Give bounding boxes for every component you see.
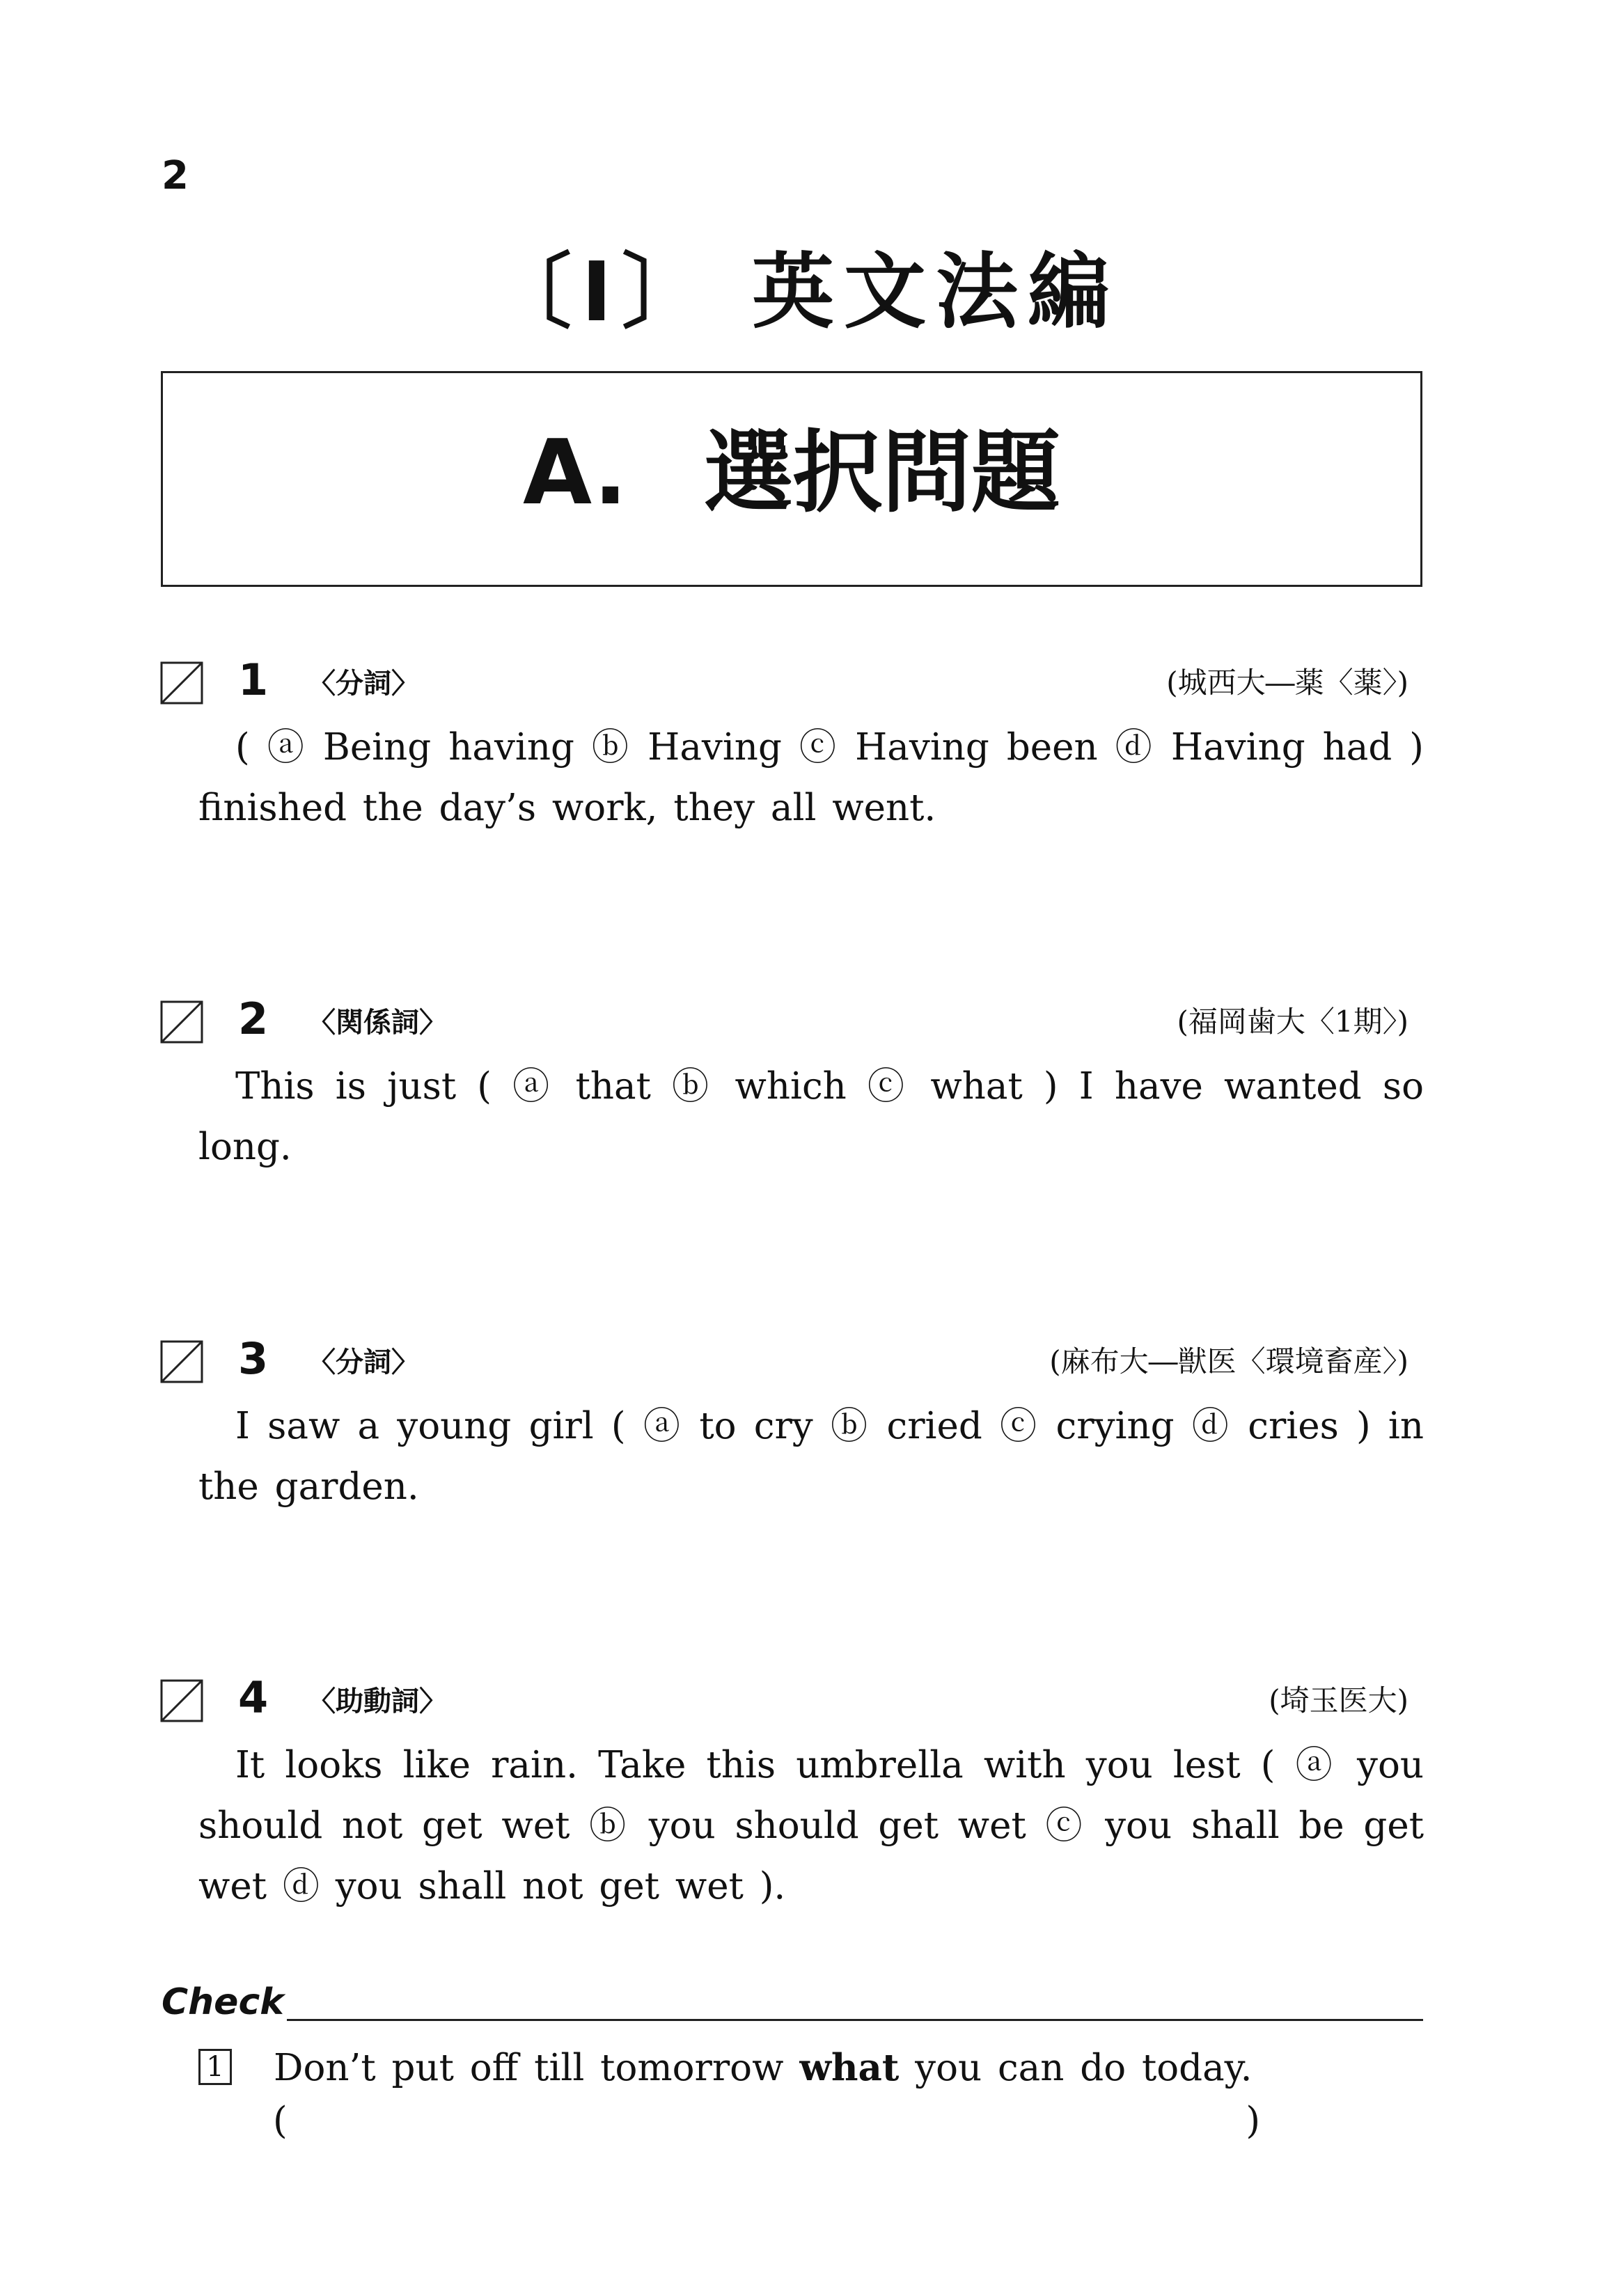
question-source: (麻布大―獣医〈環境畜産〉): [1049, 1344, 1408, 1378]
section-heading-box: [161, 371, 1422, 587]
question-number: 4: [238, 1672, 269, 1723]
question-source: (埼玉医大): [1269, 1683, 1408, 1717]
question-2: [160, 993, 1424, 1177]
question-header: [160, 654, 1424, 717]
question-text: I saw a young girl ( ⓐ to cry ⓑ cried ⓒ crying ⓓ cries ) in the garden.: [198, 1405, 1424, 1508]
check-box-icon[interactable]: [160, 1679, 203, 1722]
question-header: [160, 1333, 1424, 1396]
question-source: (城西大―薬〈薬〉): [1166, 666, 1408, 700]
check-box-icon[interactable]: [160, 661, 203, 705]
question-number: 2: [238, 993, 269, 1044]
question-1: [160, 654, 1424, 838]
question-topic: 〈助動詞〉: [308, 1685, 447, 1717]
question-text: This is just ( ⓐ that ⓑ which ⓒ what ) I have wanted so long.: [198, 1065, 1424, 1168]
question-topic: 〈分詞〉: [308, 1346, 419, 1378]
check-box-icon[interactable]: [160, 1000, 203, 1044]
question-text: It looks like rain. Take this umbrella with you lest ( ⓐ you should not get wet ⓑ you should get wet ⓒ you shall be get wet ⓓ you shall not get wet ).: [198, 1744, 1424, 1908]
check-sentence-before: Don’t put off till tomorrow: [274, 2047, 784, 2089]
check-divider: [287, 2019, 1423, 2021]
question-topic: 〈関係詞〉: [308, 1007, 447, 1039]
check-sentence: [274, 2043, 1252, 2093]
question-header: [160, 1672, 1424, 1735]
question-3: [160, 1333, 1424, 1517]
section-title-text: 選択問題: [704, 421, 1061, 525]
question-source: (福岡歯大〈1期〉): [1177, 1005, 1408, 1039]
answer-blank[interactable]: [273, 2097, 1260, 2146]
check-box-icon[interactable]: [160, 1340, 203, 1383]
question-4: [160, 1672, 1424, 1917]
answer-close-paren: ): [1246, 2100, 1260, 2142]
question-number: 1: [238, 654, 269, 705]
question-topic: 〈分詞〉: [308, 668, 419, 700]
check-sentence-after: you can do today.: [915, 2047, 1253, 2089]
part-title: 〔I〕 英文法編: [489, 244, 1120, 340]
answer-open-paren: (: [273, 2100, 288, 2142]
check-section-header: [162, 1981, 1423, 2026]
question-header: [160, 993, 1424, 1056]
check-sentence-bold: what: [799, 2046, 900, 2089]
section-title: [163, 421, 1420, 525]
page-number: 2: [162, 153, 189, 198]
question-text: ( ⓐ Being having ⓑ Having ⓒ Having been ⓓ Having had ) finished the day’s work, they all went.: [198, 726, 1424, 829]
question-number: 3: [238, 1333, 269, 1384]
section-letter: A.: [522, 421, 628, 525]
check-label: Check: [162, 1981, 284, 2023]
check-item-number: 1: [198, 2049, 232, 2085]
